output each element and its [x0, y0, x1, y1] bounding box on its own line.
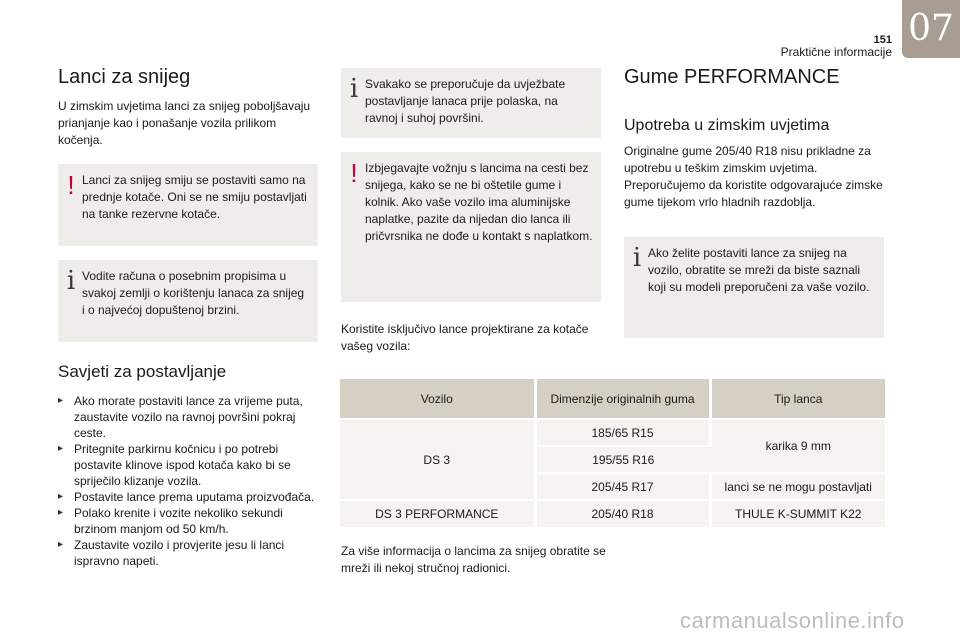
snow-chains-table [340, 379, 885, 527]
warning-note-text: Lanci za snijeg smiju se postaviti samo na prednje kotače. Oni se ne smiju postavljati na tanke rezervne kotače. [82, 173, 307, 221]
table-header-row [340, 379, 885, 419]
table-row [340, 500, 885, 527]
column-header-chain-type: Tip lanca [710, 379, 885, 419]
info-icon: i [632, 243, 642, 273]
cell-chain-type: lanci se ne mogu postavljati [710, 473, 885, 500]
cell-chain-type: THULE K-SUMMIT K22 [710, 500, 885, 527]
subtitle-installation-tips: Savjeti za postavljanje [58, 362, 227, 381]
installation-steps-list [58, 393, 320, 569]
watermark: carmanualsonline.info [680, 608, 905, 633]
subtitle-winter-use: Upotreba u zimskim uvjetima [624, 117, 830, 134]
info-note-regulations [58, 260, 318, 342]
column-header-tire-size: Dimenzije originalnih guma [535, 379, 710, 419]
info-icon: i [349, 74, 359, 104]
warning-icon: ! [350, 158, 358, 188]
list-item: ▸ Polako krenite i vozite nekoliko sekundi brzinom manjom od 50 km/h. [58, 505, 320, 537]
list-item: ▸ Postavite lance prema uputama proizvođača. [58, 489, 320, 505]
info-note-text: Vodite računa o posebnim propisima u svakoj zemlji o korištenju lanaca za snijeg i o najvećoj dopuštenoj brzini. [82, 269, 305, 317]
list-item: ▸ Ako morate postaviti lance za vrijeme puta, zaustavite vozilo na ravnoj površini pokraj ceste. [58, 393, 320, 441]
cell-vehicle: DS 3 PERFORMANCE [340, 500, 535, 527]
winter-use-paragraph: Originalne gume 205/40 R18 nisu prikladne za upotrebu u teškim zimskim uvjetima. Preporučujemo da koristite odgovarajuće zimske gume tijekom vrlo hladnih razdoblja. [624, 144, 883, 209]
warning-icon: ! [67, 170, 75, 200]
section-title-performance-tires: Gume PERFORMANCE [624, 66, 840, 88]
warning-note-no-snow [341, 152, 601, 302]
cell-chain-type: karika 9 mm [710, 419, 885, 473]
chapter-badge: 07 [902, 0, 960, 58]
cell-tire-size: 205/40 R18 [535, 500, 710, 527]
warning-note-text: Izbjegavajte vožnju s lancima na cesti bez snijega, kako se ne bi oštetile gume i kolnik. Ako vaše vozilo ima aluminijske naplatke, pazite da nijedan dio lanca ili pričvrsnika ne dođe u kontakt s naplatkom. [365, 161, 593, 243]
cell-tire-size: 205/45 R17 [535, 473, 710, 500]
cell-tire-size: 195/55 R16 [535, 446, 710, 473]
cell-vehicle: DS 3 [340, 419, 535, 500]
chains-usage-note: Koristite isključivo lance projektirane za kotače vašeg vozila: [341, 322, 589, 353]
column-header-vehicle: Vozilo [340, 379, 535, 419]
chapter-title: Praktične informacije [780, 45, 892, 59]
list-item: ▸ Pritegnite parkirnu kočnicu i po potrebi postavite klinove ispod kotača kako bi se spriječilo klizanje vozila. [58, 441, 320, 489]
info-note-text: Ako želite postaviti lance za snijeg na vozilo, obratite se mreži da biste saznali koji su modeli preporučeni za vaše vozilo. [648, 246, 870, 294]
info-note-network [624, 237, 884, 338]
intro-paragraph: U zimskim uvjetima lanci za snijeg poboljšavaju prianjanje kao i ponašanje vozila prilikom kočenja. [58, 99, 311, 147]
more-info-note: Za više informacija o lancima za snijeg obratite se mreži ili nekoj stručnoj radionici. [341, 544, 606, 575]
table-row [340, 419, 885, 446]
section-title-snow-chains: Lanci za snijeg [58, 66, 191, 88]
info-note-text: Svakako se preporučuje da uvježbate postavljanje lanaca prije polaska, na ravnoj i suhoj površini. [365, 77, 566, 125]
list-item: ▸ Zaustavite vozilo i provjerite jesu li lanci ispravno napeti. [58, 537, 320, 569]
warning-note-front-wheels [58, 164, 318, 246]
info-note-practice [341, 68, 601, 138]
cell-tire-size: 185/65 R15 [535, 419, 710, 446]
page-number: 151 [873, 34, 892, 46]
info-icon: i [66, 266, 76, 296]
